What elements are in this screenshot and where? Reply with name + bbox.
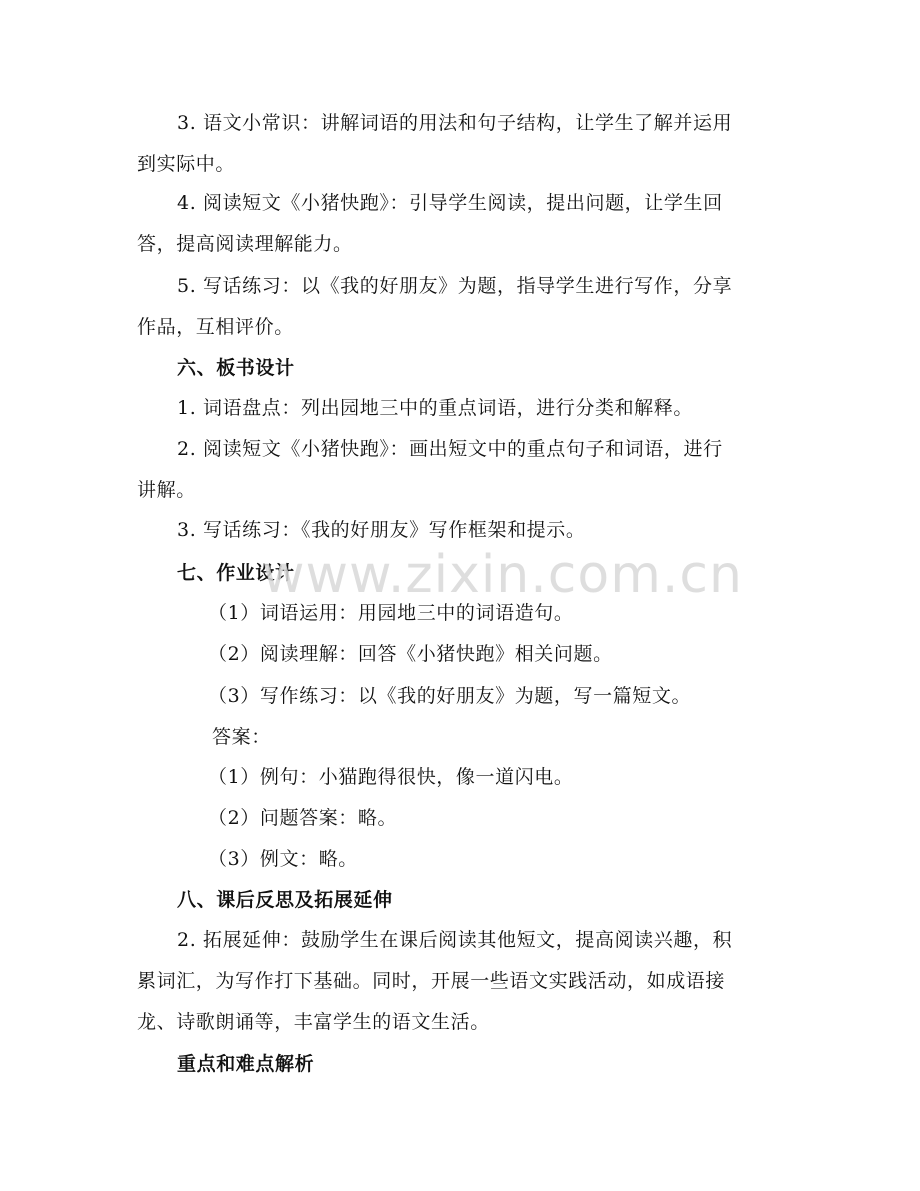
section5-item5-line1: 5. 写话练习：以《我的好朋友》为题，指导学生进行写作，分享 [177,275,733,297]
section6-item1: 1. 词语盘点：列出园地三中的重点词语，进行分类和解释。 [177,397,693,419]
section7-heading: 七、作业设计 [177,562,295,584]
section7-answer2: （2）问题答案：略。 [208,807,398,829]
watermark: www.zixin.com.cn [262,545,743,605]
section6-item3: 3. 写话练习：《我的好朋友》写作框架和提示。 [177,519,586,541]
section8-item2-line3: 龙、诗歌朗诵等，丰富学生的语文生活。 [137,1011,490,1033]
section7-answer1: （1）例句：小猫跑得很快，像一道闪电。 [208,766,574,788]
section8-item2-line2: 累词汇，为写作打下基础。同时，开展一些语文实践活动，如成语接 [137,970,726,992]
section6-heading: 六、板书设计 [177,357,295,379]
section5-item3-line1: 3. 语文小常识：讲解词语的用法和句子结构，让学生了解并运用 [177,112,733,134]
section7-task3: （3）写作练习：以《我的好朋友》为题，写一篇短文。 [208,685,692,707]
section5-item3-line2: 到实际中。 [137,153,236,175]
section7-answer3: （3）例文：略。 [208,848,358,870]
section6-item2-line1: 2. 阅读短文《小猪快跑》：画出短文中的重点句子和词语，进行 [177,438,723,460]
section7-task1: （1）词语运用：用园地三中的词语造句。 [208,602,574,624]
section5-item4-line1: 4. 阅读短文《小猪快跑》：引导学生阅读，提出问题，让学生回 [177,192,723,214]
section7-task2: （2）阅读理解：回答《小猪快跑》相关问题。 [208,643,613,665]
section5-item4-line2: 答，提高阅读理解能力。 [137,233,353,255]
answers-label: 答案： [212,726,271,748]
final-heading: 重点和难点解析 [177,1053,315,1075]
section6-item2-line2: 讲解。 [137,479,196,501]
section8-item2-line1: 2. 拓展延伸：鼓励学生在课后阅读其他短文，提高阅读兴趣，积 [177,929,733,951]
section5-item5-line2: 作品，互相评价。 [137,316,294,338]
section8-heading: 八、课后反思及拓展延伸 [177,889,393,911]
